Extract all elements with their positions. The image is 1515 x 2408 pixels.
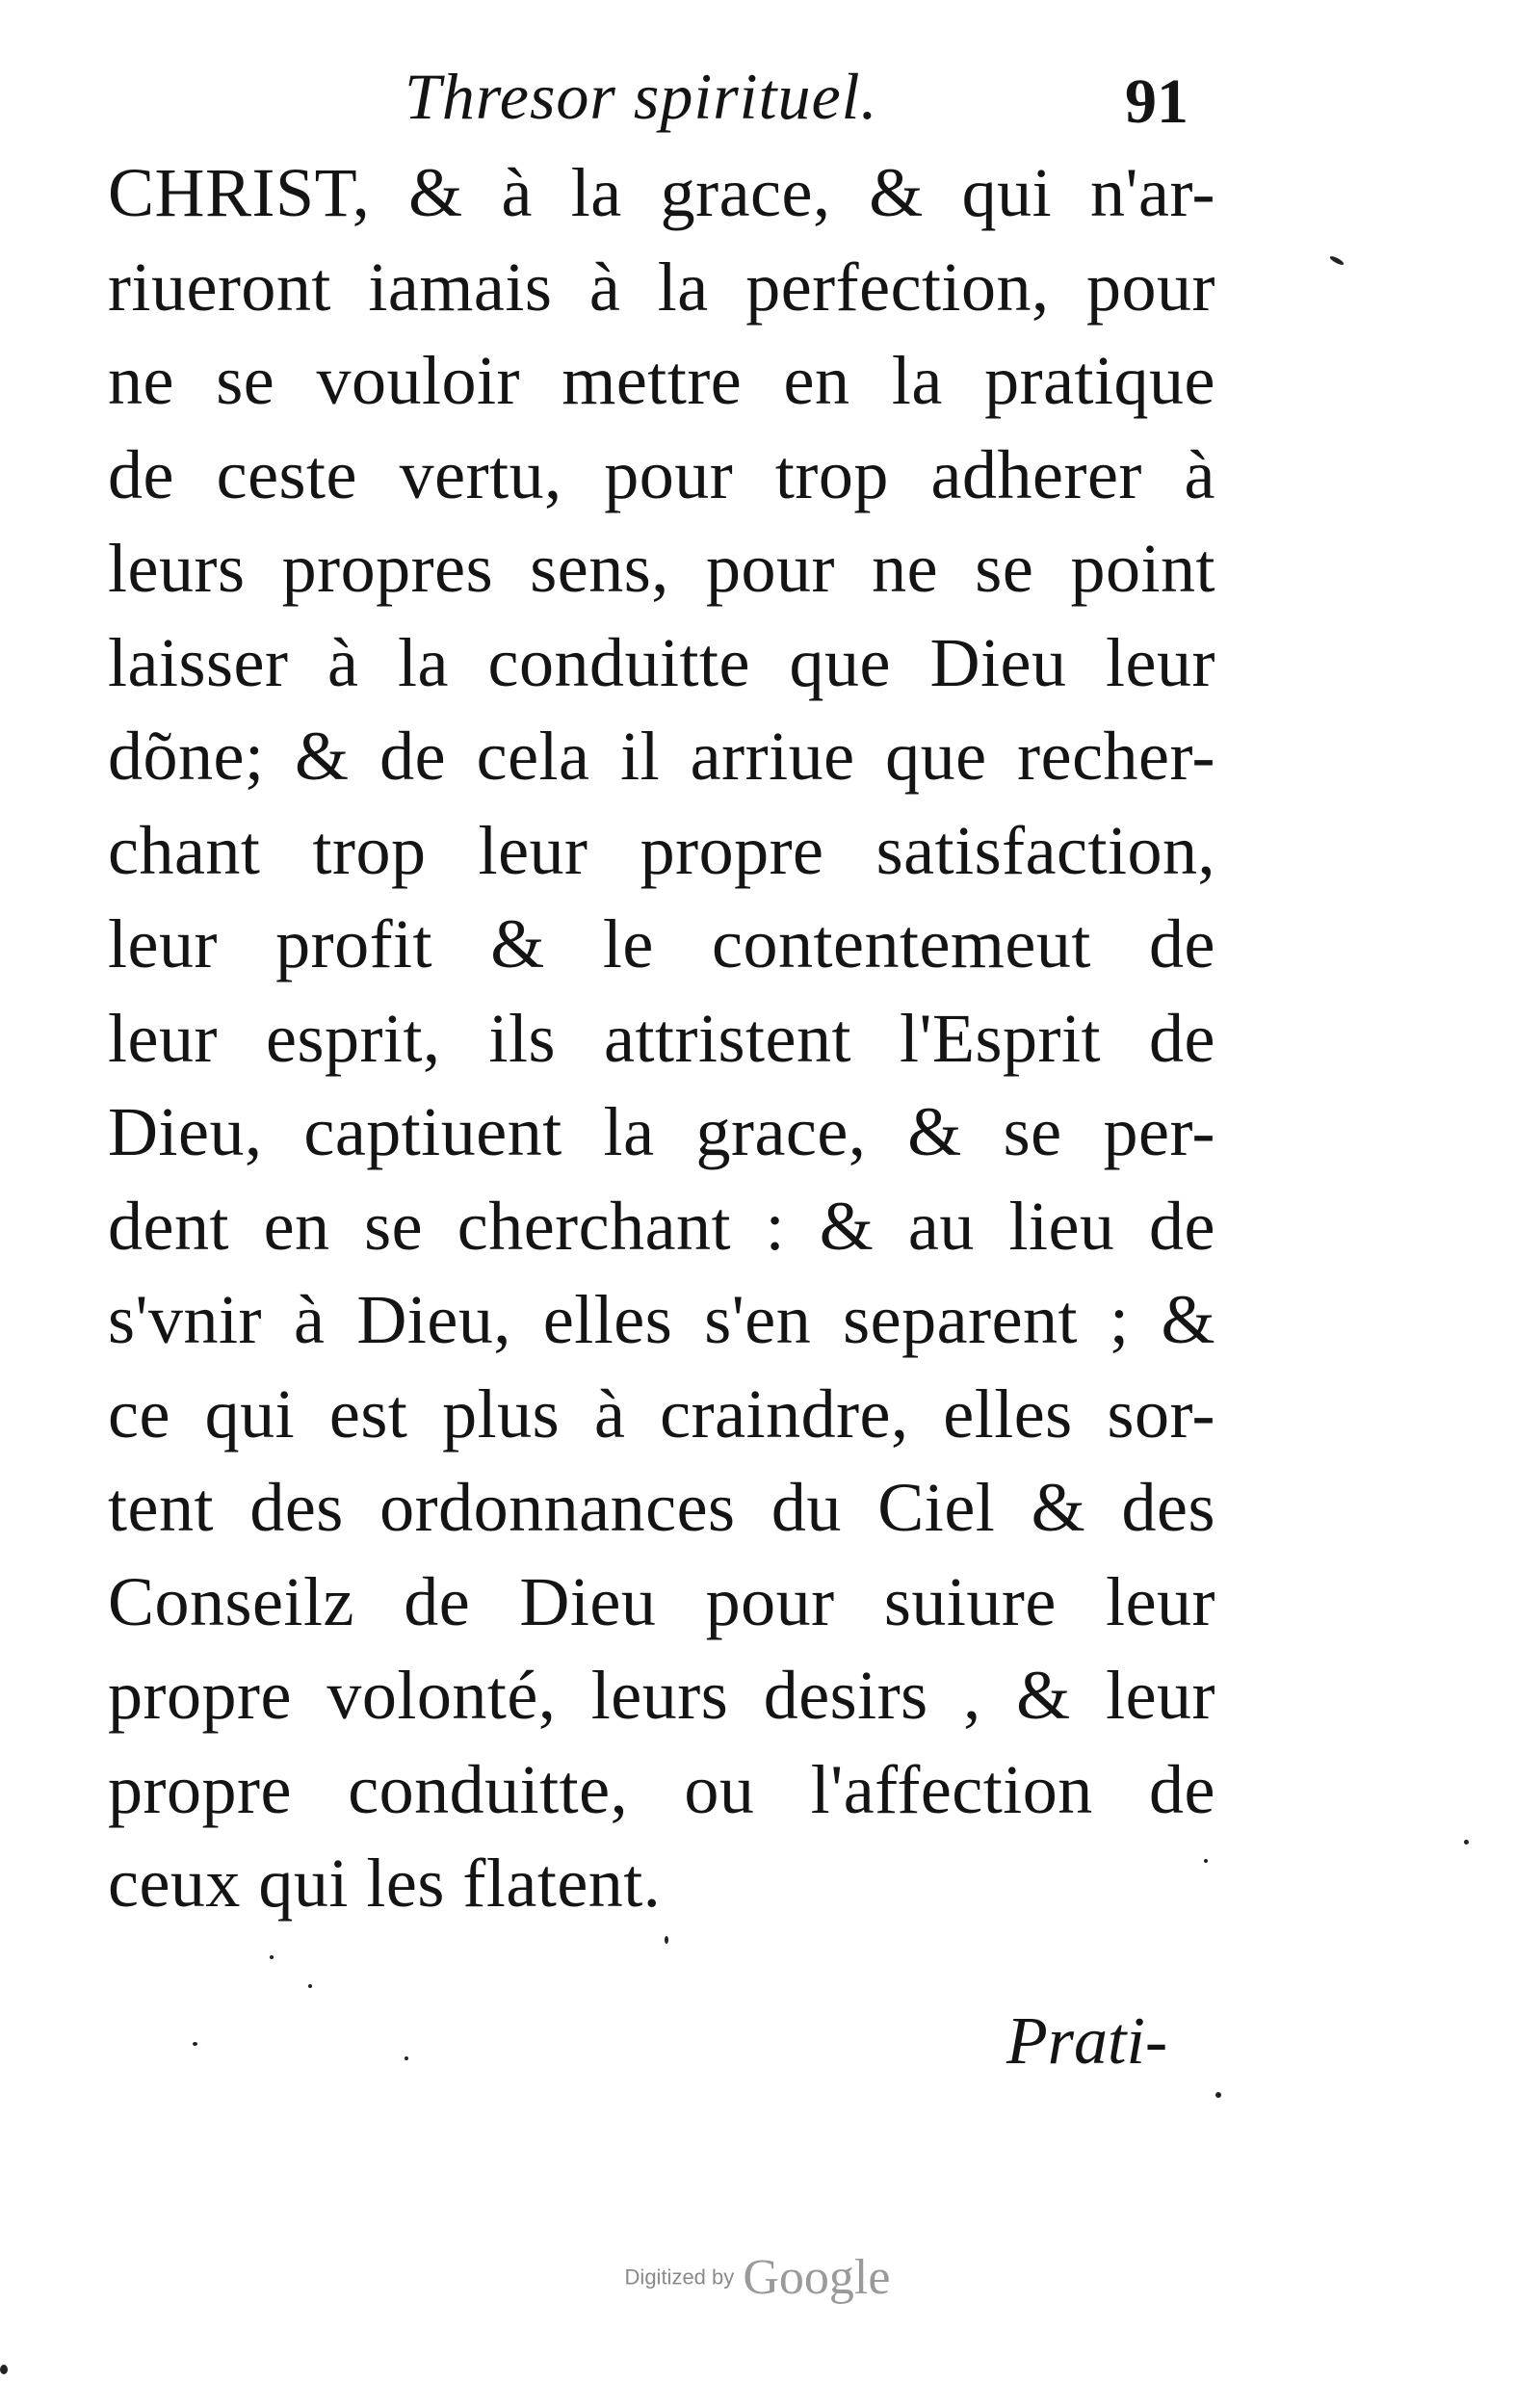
scan-speck — [1329, 255, 1345, 267]
scan-speck — [270, 1955, 274, 1959]
text-line: ceux qui les flatent. — [108, 1845, 662, 1922]
text-line: ne se vouloir mettre en la pratique — [108, 342, 1215, 419]
scan-speck — [405, 2056, 408, 2060]
scan-speck — [1204, 1859, 1208, 1863]
text-line: de ceste vertu, pour trop adherer à — [108, 435, 1215, 513]
text-line: CHRIST, & à la grace, & qui n'ar- — [108, 154, 1215, 231]
scan-speck — [0, 2365, 8, 2374]
text-line: propre conduitte, ou l'affection de — [108, 1750, 1215, 1828]
catchword: Prati- — [1006, 2004, 1168, 2079]
text-line: leur esprit, ils attristent l'Esprit de — [108, 999, 1215, 1077]
watermark-prefix: Digitized by — [624, 2264, 735, 2290]
text-line: riueront iamais à la perfection, pour — [108, 248, 1215, 326]
running-title: Thresor spirituel. — [405, 60, 878, 133]
text-line: propre volonté, leurs desirs , & leur — [108, 1657, 1215, 1734]
text-line: dent en se cherchant : & au lieu de — [108, 1187, 1215, 1265]
text-line: leurs propres sens, pour ne se point — [108, 530, 1215, 607]
scan-speck — [193, 2042, 197, 2046]
running-head — [0, 39, 1515, 154]
text-line: dõne; & de cela il arriue que recher- — [108, 718, 1215, 795]
scan-speck — [308, 1984, 312, 1988]
text-line: Conseilz de Dieu pour suiure leur — [108, 1562, 1215, 1640]
page-number: 91 — [1125, 66, 1188, 137]
scan-speck — [1464, 1840, 1469, 1845]
scan-speck — [665, 1936, 668, 1944]
text-line: ce qui est plus à craindre, elles sor- — [108, 1374, 1215, 1453]
text-line: tent des ordonnances du Ciel & des — [108, 1469, 1215, 1546]
watermark-brand: Google — [743, 2250, 891, 2305]
scan-speck — [1215, 2092, 1221, 2098]
body-text — [108, 146, 1215, 1931]
text-line: leur profit & le contentemeut de — [108, 905, 1215, 982]
text-line: Dieu, captiuent la grace, & se per- — [108, 1093, 1215, 1170]
text-line: s'vnir à Dieu, elles s'en separent ; & — [108, 1281, 1215, 1358]
text-line: laisser à la conduitte que Dieu leur — [108, 623, 1215, 701]
text-line: chant trop leur propre satisfaction, — [108, 811, 1215, 889]
digitization-watermark — [0, 2249, 1515, 2306]
